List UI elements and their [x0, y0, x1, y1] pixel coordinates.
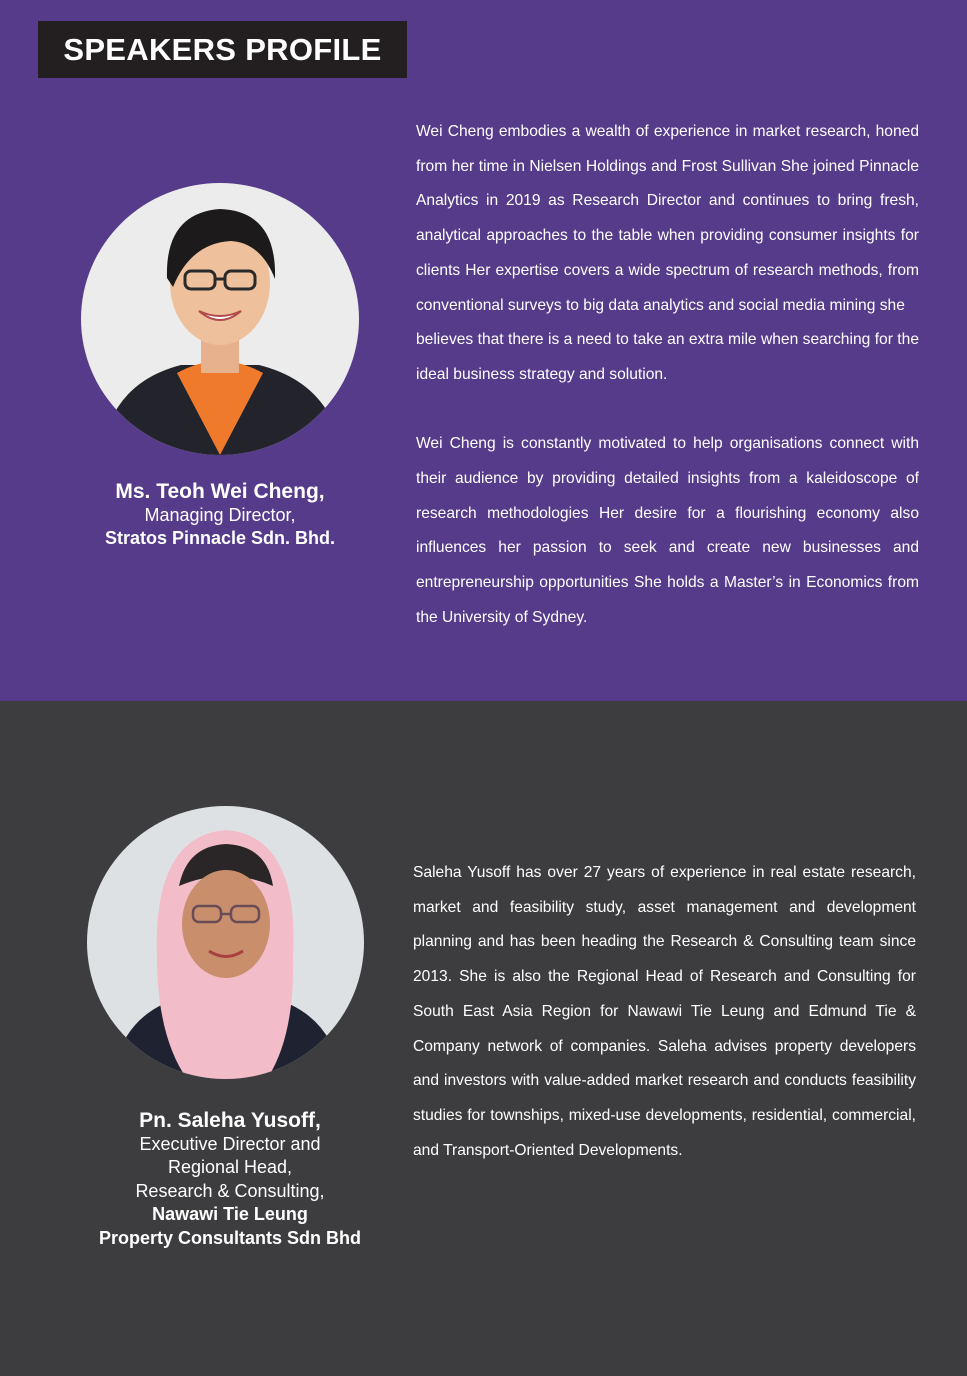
speaker-1-bio-paragraph: Wei Cheng embodies a wealth of experience in market research, honed from her time in Nielsen Holdings and Frost Sullivan She joined Pinnacle Analytics in 2019 as Research Director and continues to bring fresh, analytical approaches to the table when providing consumer insights for clients Her expertise covers a wide spectrum of research methods, from conventional surveys to big data analytics and social media mining she	[416, 123, 919, 314]
section-header	[38, 21, 407, 78]
speaker-2-name: Pn. Saleha Yusoff,	[139, 1109, 321, 1132]
portrait-icon	[87, 806, 364, 1079]
speaker-section-2	[0, 701, 967, 1376]
speaker-2-name-block	[60, 1109, 400, 1250]
page-title: SPEAKERS PROFILE	[63, 31, 382, 67]
speaker-2-title-line: Regional Head,	[167, 1157, 293, 1177]
speaker-1-name-block	[60, 480, 380, 551]
speaker-2-company-line: Property Consultants Sdn Bhd	[98, 1227, 361, 1248]
speaker-1-bio	[416, 115, 919, 636]
speaker-2-bio	[413, 856, 916, 1168]
speaker-1-photo	[81, 183, 359, 455]
speaker-1-name: Ms. Teoh Wei Cheng,	[115, 480, 325, 503]
speaker-2-photo	[87, 806, 364, 1079]
speaker-2-title-line: Research & Consulting,	[135, 1180, 325, 1201]
speaker-1-title: Managing Director,	[144, 504, 296, 525]
portrait-icon	[81, 183, 359, 455]
speaker-2-bio-paragraph: Saleha Yusoff has over 27 years of experience in real estate research, market and feasibility study, asset management and development planning and has been heading the Research & Consulting team since 2013. She is also the Regional Head of Research and Consulting for South East Asia Region for Nawawi Tie Leung and Edmund Tie & Company network of companies. Saleha advises property developers and investors with value-added market research and conducts feasibility studies for townships, mixed-use developments, residential, commercial, and Transport-Oriented Developments.	[413, 864, 916, 1159]
speaker-1-company: Stratos Pinnacle Sdn. Bhd.	[104, 528, 336, 548]
speaker-1-bio-paragraph: believes that there is a need to take an extra mile when searching for the ideal business strategy and solution.	[416, 331, 919, 383]
speaker-1-bio-paragraph: Wei Cheng is constantly motivated to help organisations connect with their audience by providing detailed insights from a kaleidoscope of research methodologies Her desire for a flourishing economy also influences her passion to seek and create new businesses and entrepreneurship opportunities She holds a Master’s in Economics from the University of Sydney.	[416, 435, 919, 626]
speaker-2-company-line: Nawawi Tie Leung	[152, 1204, 308, 1224]
speaker-2-title-line: Executive Director and	[139, 1133, 321, 1154]
